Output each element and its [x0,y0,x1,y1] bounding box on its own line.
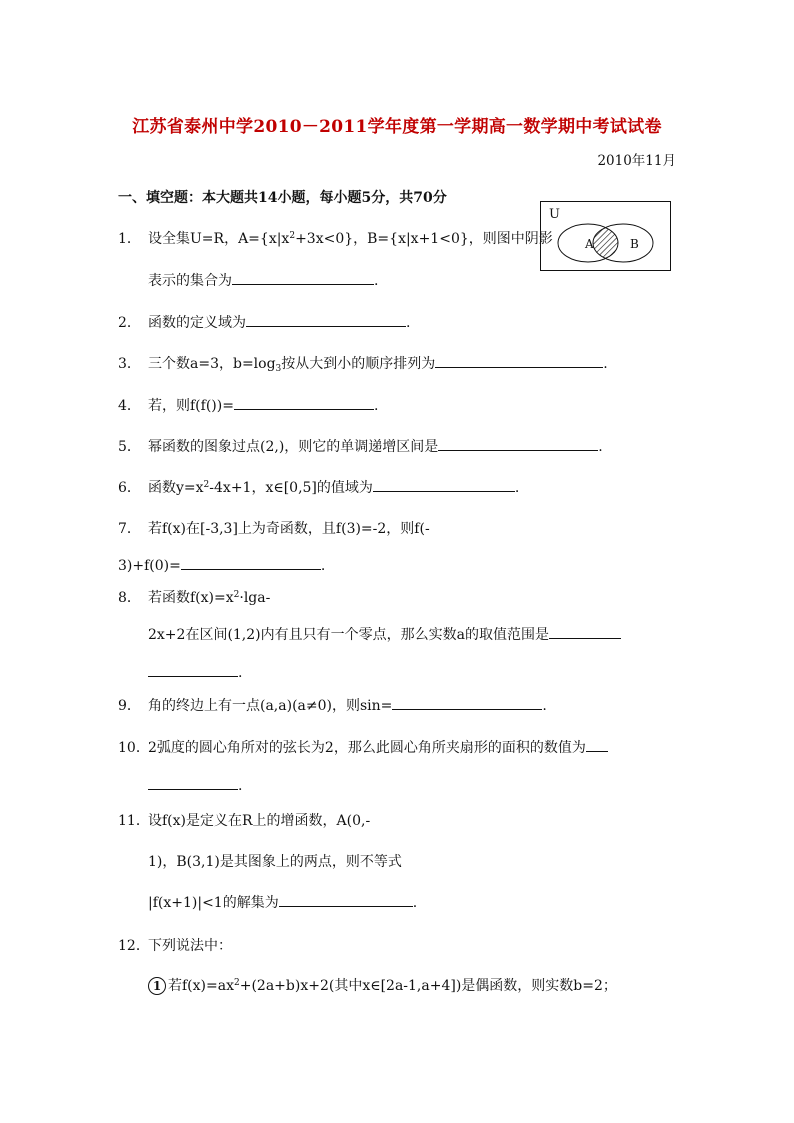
answer-blank[interactable] [435,354,603,368]
question-5: 5． 幂函数的图象过点(2,)，则它的单调递增区间是 . [118,439,603,455]
question-8-line-3: . [148,663,242,681]
question-10-line-2: . [148,776,242,794]
question-6: 6． 函数$y=x^2-4x+1$，x∈[0,5]的值域为 . [118,480,520,496]
question-10-line-1: 10．2弧度的圆心角所对的弦长为2，那么此圆心角所夹扇形的面积的数值为 [118,737,608,757]
answer-blank[interactable] [549,625,621,639]
answer-blank[interactable] [392,696,542,710]
question-8-line-1: 8． 若函数$f(x)=x^2\cdot\lg a-$ [118,590,271,606]
answer-blank-continued[interactable] [148,776,238,790]
question-3: 3． 三个数a=3，$b=\log_3$按从大到小的顺序排列为 . [118,356,608,374]
exam-title: 江苏省泰州中学2010－2011学年度第一学期高一数学期中考试试卷 [132,117,662,137]
answer-blank[interactable] [438,437,598,451]
set-b-label: B [630,237,639,251]
question-11-line-1: 11．设f(x)是定义在R上的增函数，A(0,- [118,813,371,829]
answer-blank[interactable] [181,556,321,570]
answer-blank[interactable] [234,396,374,410]
question-7-line-1: 7． 若f(x)在[-3,3]上为奇函数，且f(3)=-2，则f(- [118,521,430,537]
answer-blank[interactable] [232,271,374,285]
question-number: 1． [118,231,141,247]
question-8-line-2: 2x+2在区间(1,2)内有且只有一个零点，那么实数a的取值范围是 [148,624,621,644]
question-2: 2． 函数的定义域为 . [118,315,411,331]
question-1-line-2: 表示的集合为 . [148,273,379,289]
exam-date: 2010年11月 [597,153,676,169]
question-12-item-1: 1 若$f(x)=ax^2+(2a+b)x+2$(其中x∈[2a-1,a+4])是偶函数，则实数b=2； [148,975,617,995]
question-7-line-2: 3)+f(0)= . [118,558,326,574]
question-11-line-3: |f(x+1)|<1的解集为 . [148,895,418,911]
answer-blank-continued[interactable] [148,663,238,677]
venn-diagram [540,201,671,271]
section-heading: 一、填空题：本大题共14小题，每小题5分，共70分 [118,190,447,206]
answer-blank[interactable] [586,738,608,752]
answer-blank[interactable] [279,893,413,907]
question-1-line-1: 1． 设全集U=R，$A=\{x|x^2+3x<0\}$，B={x|x+1<0}，则图中阴影 [118,228,553,248]
answer-blank[interactable] [246,313,406,327]
question-12: 12．下列说法中： [118,938,232,954]
universe-label: U [549,207,560,222]
question-11-line-2: 1)，B(3,1)是其图象上的两点，则不等式 [148,854,402,870]
answer-blank[interactable] [373,478,515,492]
circled-number: 1 [148,977,166,995]
set-a-label: A [585,237,594,251]
question-9: 9． 角的终边上有一点(a,a)(a≠0)，则sin= . [118,698,547,714]
question-4: 4． 若，则f(f())= . [118,398,379,414]
